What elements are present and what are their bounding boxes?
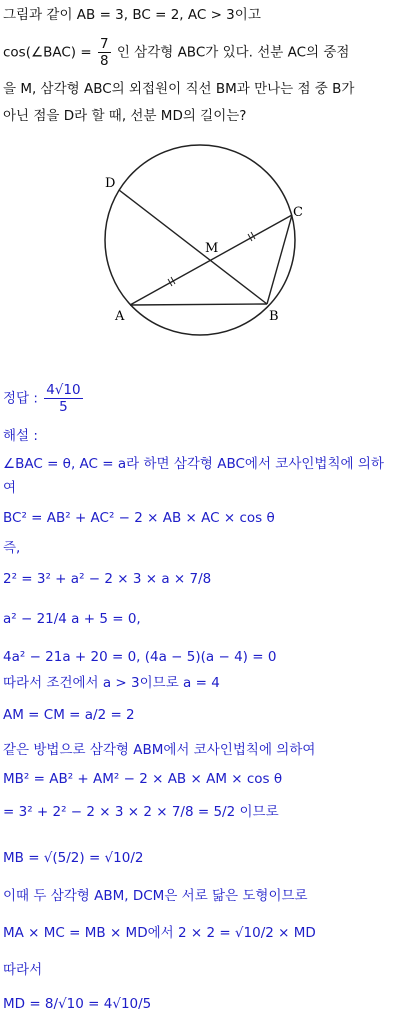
explanation-label: 해설 : (3, 428, 38, 444)
circumcircle (105, 145, 295, 335)
label-D: D (105, 176, 116, 191)
solution-line-8: 따라서 조건에서 a > 3이므로 a = 4 (3, 675, 220, 691)
segment-DB (119, 190, 267, 304)
label-C: C (293, 205, 303, 220)
solution-line-16: 따라서 (3, 962, 43, 978)
solution-line-14: 이때 두 삼각형 ABM, DCM은 서로 닮은 도형이므로 (3, 888, 308, 904)
segment-AB (130, 304, 267, 305)
label-A: A (115, 309, 125, 324)
problem-line-2: cos(∠BAC) = $\frac{7}{8}$ 인 삼각형 ABC가 있다. 선분 AC의 중점 (3, 36, 350, 69)
problem-line-3: 을 M, 삼각형 ABC의 외접원이 직선 BM과 만나는 점 중 B가 (3, 81, 355, 97)
solution-line-5: 2² = 3² + a² − 2 × 3 × a × 7/8 (3, 571, 212, 587)
geometry-figure (95, 130, 305, 340)
solution-line-13: MB = √(5/2) = √10/2 (3, 850, 144, 866)
solution-line-4: 즉, (3, 540, 21, 556)
answer-fraction: $\frac{4√10}{5}$ (46, 382, 81, 415)
label-M: M (205, 241, 219, 256)
problem-line-4: 아닌 점을 D라 할 때, 선분 MD의 길이는? (3, 108, 247, 124)
cos-fraction: $\frac{7}{8}$ (99, 36, 109, 69)
solution-line-3: BC² = AB² + AC² − 2 × AB × AC × cos θ (3, 510, 275, 526)
solution-line-12: = 3² + 2² − 2 × 3 × 2 × 7/8 = 5/2 이므로 (3, 804, 279, 820)
solution-line-6: a² − 21/4 a + 5 = 0, (3, 611, 141, 627)
answer-line: 정답 : $\frac{4√10}{5}$ (3, 382, 81, 415)
solution-line-17: MD = 8/√10 = 4√10/5 (3, 996, 152, 1012)
solution-line-1: ∠BAC = θ, AC = a라 하면 삼각형 ABC에서 코사인법칙에 의하 (3, 456, 384, 472)
solution-line-2: 여 (3, 480, 17, 496)
solution-line-7: 4a² − 21a + 20 = 0, (4a − 5)(a − 4) = 0 (3, 649, 277, 665)
problem-line-1: 그림과 같이 AB = 3, BC = 2, AC > 3이고 (3, 7, 261, 23)
solution-line-11: MB² = AB² + AM² − 2 × AB × AM × cos θ (3, 771, 283, 787)
solution-line-10: 같은 방법으로 삼각형 ABM에서 코사인법칙에 의하여 (3, 742, 316, 758)
solution-line-15: MA × MC = MB × MD에서 2 × 2 = √10/2 × MD (3, 925, 316, 941)
solution-line-9: AM = CM = a/2 = 2 (3, 707, 135, 723)
label-B: B (269, 309, 279, 324)
